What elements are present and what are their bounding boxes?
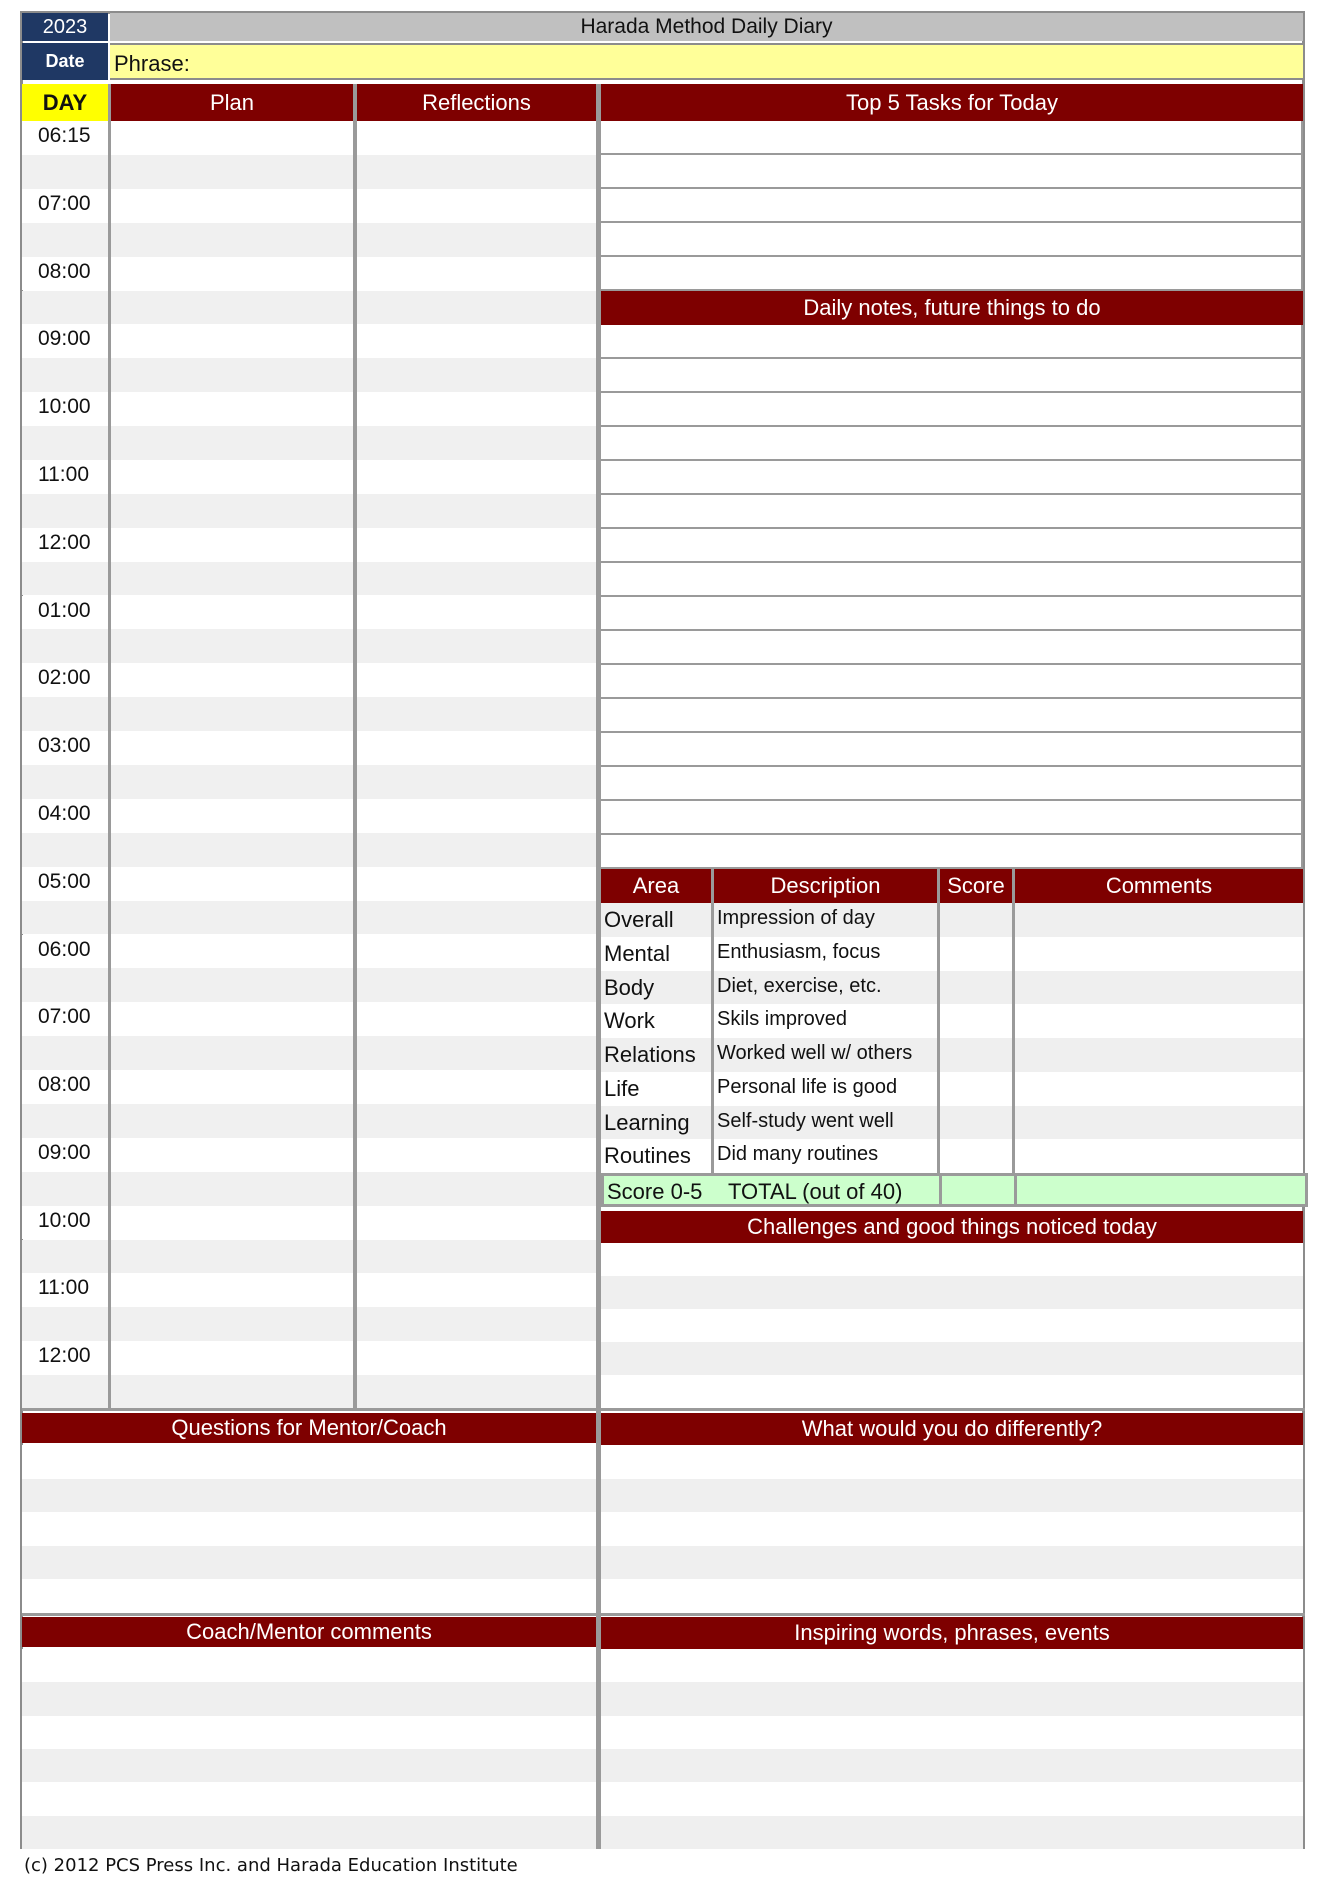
- phrase-cell[interactable]: [110, 43, 1303, 80]
- coach-comments-title: Coach/Mentor comments: [186, 1619, 432, 1644]
- differently-lines[interactable]: [601, 1445, 1303, 1613]
- note-line[interactable]: [601, 461, 1303, 495]
- score-description: Impression of day: [717, 907, 875, 929]
- note-line[interactable]: [601, 835, 1303, 869]
- inspiring-header: [601, 1617, 1303, 1649]
- score-row: [601, 971, 1303, 1005]
- entry-line[interactable]: [601, 1682, 1303, 1715]
- score-description: Personal life is good: [717, 1075, 898, 1098]
- phrase-label: Phrase:: [114, 51, 190, 76]
- score-input[interactable]: [942, 937, 1013, 971]
- score-row: [601, 1139, 1303, 1173]
- day-label: DAY: [42, 90, 88, 115]
- time-label: 08:00: [38, 1073, 91, 1097]
- differently-header: [601, 1413, 1303, 1445]
- note-line[interactable]: [601, 393, 1303, 427]
- comment-input[interactable]: [1017, 937, 1303, 971]
- copyright-text: (c) 2012 PCS Press Inc. and Harada Education Institute: [24, 1855, 518, 1876]
- top-tasks-title: Top 5 Tasks for Today: [846, 90, 1058, 115]
- reflections-header: [357, 84, 596, 121]
- time-label: 09:00: [38, 1140, 91, 1164]
- score-table-header-row: [601, 869, 1303, 903]
- score-area: Relations: [604, 1042, 696, 1067]
- score-description: Skils improved: [717, 1008, 848, 1031]
- entry-line[interactable]: [601, 1309, 1303, 1342]
- entry-line[interactable]: [601, 1716, 1303, 1749]
- score-area: Work: [604, 1008, 655, 1034]
- comment-input[interactable]: [1017, 903, 1303, 937]
- plan-header: [110, 84, 354, 121]
- plan-label: Plan: [209, 90, 255, 115]
- reflections-label: Reflections: [422, 90, 531, 115]
- entry-line[interactable]: [601, 1375, 1303, 1408]
- note-line[interactable]: [601, 529, 1303, 563]
- day-header: [22, 84, 108, 121]
- score-input[interactable]: [942, 1038, 1013, 1072]
- time-column: [22, 121, 108, 1409]
- time-label: 12:00: [38, 530, 91, 554]
- time-label: 11:00: [38, 462, 89, 486]
- entry-line[interactable]: [22, 1782, 596, 1815]
- score-description: Enthusiasm, focus: [717, 940, 881, 963]
- score-input[interactable]: [942, 1072, 1013, 1106]
- daily-notes-header: [601, 291, 1303, 325]
- time-label: 02:00: [38, 666, 91, 690]
- total-label: TOTAL (out of 40): [728, 1179, 903, 1204]
- score-row: [601, 1072, 1303, 1106]
- entry-line[interactable]: [22, 1649, 596, 1682]
- score-input[interactable]: [942, 971, 1013, 1005]
- comment-input[interactable]: [1017, 1004, 1303, 1038]
- entry-line[interactable]: [601, 1512, 1303, 1546]
- score-area: Routines: [604, 1143, 691, 1169]
- time-label: 04:00: [38, 801, 91, 825]
- note-line[interactable]: [601, 257, 1303, 291]
- score-area: Body: [604, 974, 655, 1000]
- score-row: [601, 1106, 1303, 1140]
- note-line[interactable]: [601, 563, 1303, 597]
- note-line[interactable]: [601, 801, 1303, 835]
- year-text: 2023: [42, 16, 88, 38]
- entry-line[interactable]: [601, 1649, 1303, 1682]
- note-line[interactable]: [601, 189, 1303, 223]
- score-area: Overall: [604, 907, 674, 932]
- differently-title: What would you do differently?: [801, 1416, 1103, 1441]
- time-label: 07:00: [38, 1005, 91, 1029]
- entry-line[interactable]: [601, 1579, 1303, 1613]
- score-range-label: Score 0-5: [607, 1179, 703, 1204]
- comment-input[interactable]: [1017, 1072, 1303, 1106]
- score-area-divider: [711, 869, 714, 1173]
- score-input[interactable]: [942, 903, 1013, 937]
- score-area: Life: [604, 1075, 640, 1101]
- comment-input[interactable]: [1017, 1038, 1303, 1072]
- entry-line[interactable]: [22, 1682, 596, 1715]
- entry-line[interactable]: [601, 1479, 1303, 1513]
- inspiring-lines[interactable]: [601, 1649, 1303, 1849]
- score-desc-divider: [937, 869, 940, 1173]
- note-line[interactable]: [601, 359, 1303, 393]
- comment-input[interactable]: [1017, 1106, 1303, 1140]
- challenges-lines[interactable]: [601, 1243, 1303, 1408]
- inspiring-title: Inspiring words, phrases, events: [794, 1620, 1110, 1645]
- coach-comments-header: [22, 1617, 596, 1647]
- time-label: 06:15: [38, 124, 91, 147]
- time-label: 12:00: [38, 1344, 91, 1368]
- time-label: 07:00: [38, 191, 91, 215]
- score-row: [601, 903, 1303, 937]
- top-tasks-lines[interactable]: [601, 121, 1303, 291]
- schedule-bottom-border: [22, 1408, 1305, 1411]
- entry-line[interactable]: [601, 1276, 1303, 1309]
- daily-notes-lines[interactable]: [601, 325, 1303, 869]
- score-description: Did many routines: [717, 1143, 879, 1166]
- note-line[interactable]: [601, 597, 1303, 631]
- time-label: 08:00: [38, 259, 91, 283]
- entry-line[interactable]: [601, 1546, 1303, 1580]
- challenges-title: Challenges and good things noticed today: [747, 1214, 1157, 1239]
- entry-line[interactable]: [22, 1816, 596, 1849]
- score-area: Learning: [604, 1109, 690, 1135]
- questions-header: [22, 1413, 596, 1443]
- entry-line[interactable]: [601, 1816, 1303, 1849]
- entry-line[interactable]: [22, 1546, 596, 1580]
- entry-line[interactable]: [601, 1243, 1303, 1276]
- entry-line[interactable]: [22, 1445, 596, 1479]
- entry-line[interactable]: [601, 1749, 1303, 1782]
- title-bar: [110, 13, 1303, 41]
- entry-line[interactable]: [22, 1749, 596, 1782]
- score-description: Diet, exercise, etc.: [717, 974, 882, 997]
- total-divider-2: [1014, 1176, 1017, 1204]
- note-line[interactable]: [601, 223, 1303, 257]
- note-line[interactable]: [601, 495, 1303, 529]
- score-header: Score: [940, 869, 1012, 903]
- questions-lines[interactable]: [22, 1445, 596, 1613]
- score-total-row: [601, 1173, 1308, 1207]
- entry-line[interactable]: [601, 1342, 1303, 1375]
- note-line[interactable]: [601, 325, 1303, 359]
- mid-section-border: [22, 1613, 1305, 1616]
- time-label: 05:00: [38, 869, 91, 893]
- total-divider-1: [939, 1176, 942, 1204]
- description-header: Description: [714, 869, 937, 903]
- diary-title: Harada Method Daily Diary: [580, 15, 833, 38]
- time-label: 10:00: [38, 1208, 91, 1232]
- coach-comments-lines[interactable]: [22, 1649, 596, 1849]
- note-line[interactable]: [601, 767, 1303, 801]
- date-cell: [22, 43, 108, 80]
- note-line[interactable]: [601, 665, 1303, 699]
- copyright-footer: [24, 1855, 518, 1876]
- time-label: 01:00: [38, 598, 91, 622]
- score-row: [601, 1038, 1303, 1072]
- time-label: 10:00: [38, 395, 91, 419]
- time-label: 03:00: [38, 734, 91, 758]
- score-score-divider: [1012, 869, 1015, 1173]
- score-description: Worked well w/ others: [717, 1042, 913, 1064]
- year-cell: [22, 13, 108, 41]
- score-input[interactable]: [942, 1139, 1013, 1173]
- score-input[interactable]: [942, 1004, 1013, 1038]
- daily-notes-title: Daily notes, future things to do: [803, 295, 1101, 320]
- note-line[interactable]: [601, 155, 1303, 189]
- comment-input[interactable]: [1017, 971, 1303, 1005]
- note-line[interactable]: [601, 733, 1303, 767]
- entry-line[interactable]: [22, 1579, 596, 1613]
- note-line[interactable]: [601, 121, 1303, 155]
- entry-line[interactable]: [22, 1716, 596, 1749]
- score-input[interactable]: [942, 1106, 1013, 1140]
- questions-title: Questions for Mentor/Coach: [171, 1415, 447, 1440]
- entry-line[interactable]: [601, 1445, 1303, 1479]
- score-area: Mental: [604, 940, 671, 966]
- note-line[interactable]: [601, 699, 1303, 733]
- time-column-divider: [108, 84, 111, 1409]
- date-label: Date: [45, 51, 85, 71]
- challenges-header: [601, 1211, 1303, 1243]
- time-label: 11:00: [38, 1276, 89, 1300]
- score-row: [601, 1004, 1303, 1038]
- note-line[interactable]: [601, 427, 1303, 461]
- entry-line[interactable]: [601, 1782, 1303, 1815]
- score-table-body: [601, 903, 1303, 1173]
- time-label: 06:00: [38, 937, 91, 961]
- entry-line[interactable]: [22, 1512, 596, 1546]
- area-header: Area: [601, 869, 711, 903]
- top-tasks-header: [601, 84, 1303, 121]
- plan-column-divider: [353, 84, 357, 1409]
- time-label: 09:00: [38, 327, 91, 351]
- score-description: Self-study went well: [717, 1109, 894, 1132]
- entry-line[interactable]: [22, 1479, 596, 1513]
- comment-input[interactable]: [1017, 1139, 1303, 1173]
- comments-header: Comments: [1015, 869, 1303, 903]
- score-row: [601, 937, 1303, 971]
- note-line[interactable]: [601, 631, 1303, 665]
